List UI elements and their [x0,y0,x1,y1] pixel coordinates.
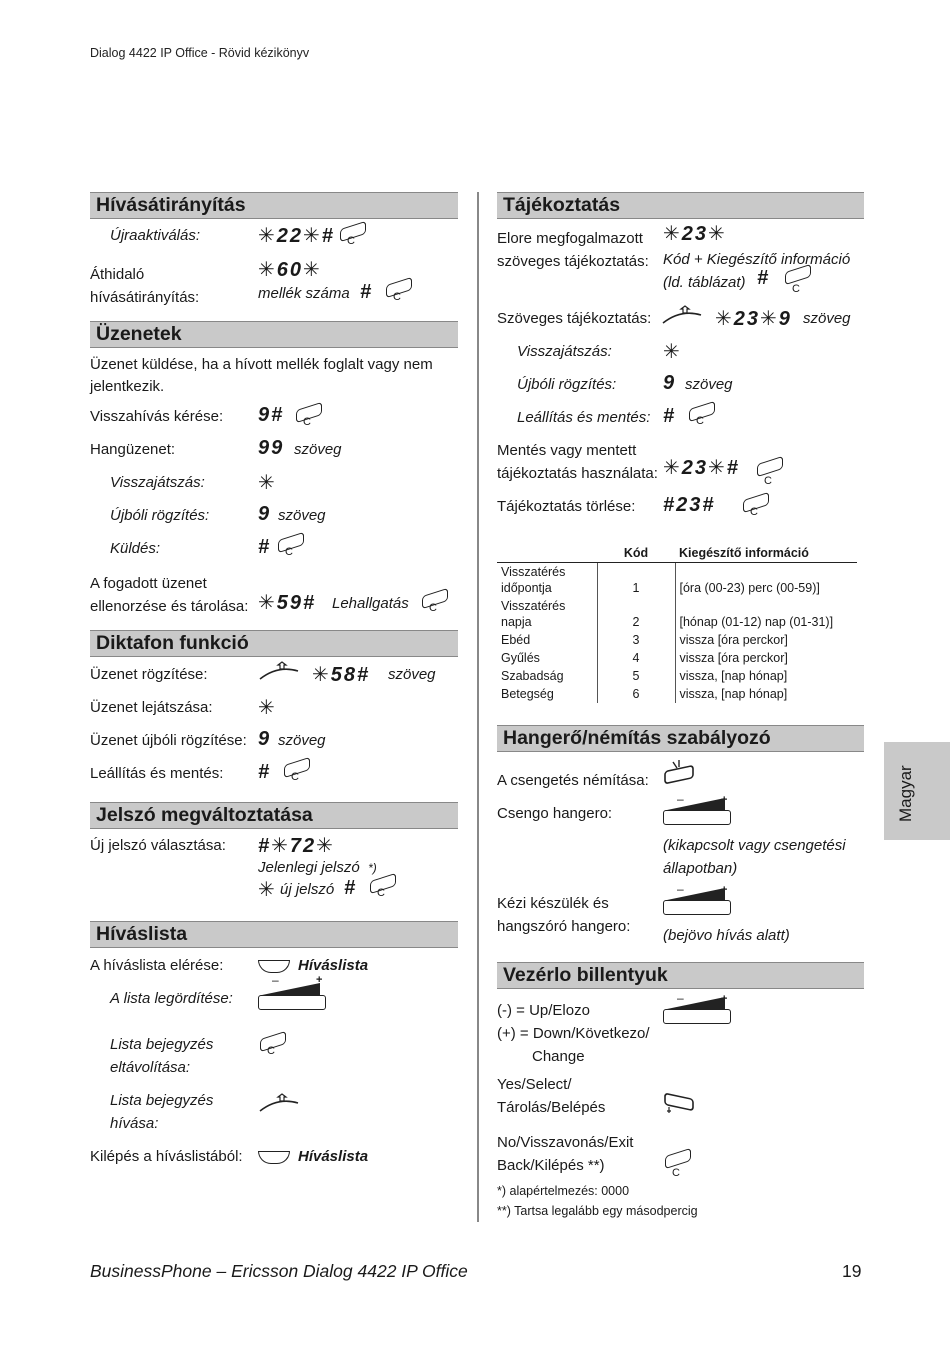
section-title-control-keys: Vezérlo billentyuk [497,962,864,989]
label-delete-info: Tájékoztatás törlése: [497,498,636,515]
label-send: Küldés: [110,540,161,557]
label-mute-ring: A csengetés némítása: [497,772,649,789]
label-access-list: A híváslista elérése: [90,957,224,974]
new-password-text: új jelszó [280,881,335,898]
handset-icon [661,305,705,327]
hash-key: # [258,536,272,558]
table-row: Ebéd 3 vissza [óra perckor] [501,633,788,647]
select-key-icon [663,1089,697,1122]
code-record: ✳58# [312,664,371,686]
label-ring-volume: Csengo hangero: [497,805,613,822]
info-code-table [497,544,857,703]
label-voice-msg: Hangüzenet: [90,441,176,458]
code-bypass: ✳60✳ [258,259,322,281]
label-scroll-list: A lista legördítése: [110,990,233,1007]
code-reactivate: ✳22✳# [258,225,335,247]
text-label: szöveg [278,732,326,749]
star-key: ✳ [663,341,682,363]
table-row: Visszatérés napja 2 [hónap (01-12) nap (01-31)] [501,599,834,629]
call-list-softkey: Híváslista [258,1148,368,1165]
label-stop-save: Leállítás és mentés: [90,765,224,782]
star-key: ✳ [258,879,277,901]
c-key-icon: C [384,279,414,301]
c-key-icon: C [755,458,785,480]
volume-bar-icon: – + [663,995,731,1025]
hash-key: # [258,761,272,783]
table-row: Betegség 6 vissza, [nap hónap] [501,687,788,701]
footnote-1: *) alapértelmezés: 0000 [497,1184,630,1198]
c-key-icon: C [258,1033,288,1055]
label-rerecord: Újbóli rögzítés: [110,507,210,524]
c-key-icon: C [276,534,306,556]
section-title-information: Tájékoztatás [497,192,864,219]
c-key-icon: C [338,223,368,245]
page-number: 19 [842,1261,862,1281]
c-key-icon: C [687,403,717,425]
label-save-info: Mentés vagy mentett tájékoztatás használata: [497,442,658,482]
messages-intro: Üzenet küldése, ha a hívott mellék foglalt vagy nem jelentkezik. [90,356,433,395]
c-key-icon: C [663,1150,693,1172]
hash-key: # [360,281,374,303]
left-column [90,192,458,1175]
star-key: ✳ [258,697,277,719]
section-title-messages: Üzenetek [90,321,458,348]
see-table-text: (ld. táblázat) [663,274,746,291]
text-label: szöveg [278,507,326,524]
page-footer: BusinessPhone – Ericsson Dialog 4422 IP Office [90,1261,468,1281]
star-key: ✳ [258,472,277,494]
table-row: Szabadság 5 vissza, [nap hónap] [501,669,788,683]
label-remove-entry: Lista bejegyzés eltávolítása: [110,1036,214,1076]
label-reactivate: Újraaktiválás: [110,227,201,244]
label-call-entry: Lista bejegyzés hívása: [110,1092,214,1132]
label-no-back: No/Visszavonás/Exit Back/Kilépés **) [497,1134,634,1174]
code-predefined: ✳23✳ [663,223,727,245]
col-kod: Kód [597,544,675,563]
c-key-icon: C [420,590,450,612]
volume-bar-icon: – + [258,981,326,1011]
softkey-icon [258,1151,290,1164]
handset-icon [258,1093,302,1115]
section-title-dictaphone: Diktafon funkció [90,630,458,657]
label-play: Üzenet lejátszása: [90,699,213,716]
label-handset-volume: Kézi készülék és hangszóró hangero: [497,895,631,935]
section-title-call-list: Híváslista [90,921,458,948]
incoming-note: (bejövo hívás alatt) [663,927,790,944]
c-key-icon: C [741,494,771,516]
softkey-icon [258,960,290,973]
c-key-icon: C [294,404,324,426]
language-tab: Magyar [884,742,950,840]
ring-note: (kikapcsolt vagy csengetési állapotban) [663,837,846,877]
hash-key: # [344,877,358,899]
nine-key: 9 [258,728,272,750]
volume-bar-icon: – + [663,886,731,916]
label-updown: (-) = Up/Elozo (+) = Down/Következo/ Change [497,1002,650,1065]
section-title-volume: Hangerő/némítás szabályozó [497,725,864,752]
handset-icon [258,661,302,683]
hash-key: # [663,405,677,427]
label-playback: Visszajátszás: [110,474,205,491]
label-record: Üzenet rögzítése: [90,666,208,683]
code-voice-msg: 99 [258,437,285,459]
running-header: Dialog 4422 IP Office - Rövid kézikönyv [90,46,310,60]
hash-key: # [757,267,771,289]
c-key-icon: C [783,266,813,288]
label-predefined: Elore megfogalmazott szöveges tájékoztatás: [497,230,649,270]
label-callback: Visszahívás kérése: [90,408,224,425]
section-title-password: Jelszó megváltoztatása [90,802,458,829]
right-column [497,192,864,1221]
nine-key: 9 [663,372,677,394]
label-playback: Visszajátszás: [517,343,612,360]
label-rerecord-msg: Üzenet újbóli rögzítése: [90,732,247,749]
table-row: Visszatérés időpontja 1 [óra (00-23) perc (00-59)] [497,563,857,598]
c-key-icon: C [368,875,398,897]
call-list-softkey: Híváslista [258,957,368,974]
label-text-info: Szöveges tájékoztatás: [497,310,652,327]
label-check-store: A fogadott üzenet ellenorzése és tárolása: [90,575,249,615]
table-row: Gyűlés 4 vissza [óra perckor] [501,651,788,665]
footnote-2: **) Tartsa legalább egy másodpercig [497,1204,698,1218]
text-label: szöveg [294,441,342,458]
label-yes-select: Yes/Select/ Tárolás/Belépés [497,1076,606,1116]
text-label: szöveg [685,376,733,393]
column-divider [477,192,479,1222]
section-title-call-forwarding: Hívásátirányítás [90,192,458,219]
label-bypass: Áthidaló hívásátirányítás: [90,266,200,306]
code-text-info: ✳23✳9 [715,308,792,330]
code-save-info: ✳23✳# [663,457,740,479]
ext-number-text: mellék száma [258,285,350,302]
current-password: Jelenlegi jelszó *) [258,859,377,876]
label-new-password: Új jelszó választása: [90,837,226,854]
label-rerecord: Újbóli rögzítés: [517,376,617,393]
code-password: #✳72✳ [258,835,335,857]
code-delete-info: #23# [663,494,716,516]
volume-bar-icon: – + [663,796,731,826]
col-kieg: Kiegészítő információ [675,544,857,563]
footnotes [497,1181,864,1221]
code-callback: 9# [258,404,285,426]
nine-key: 9 [258,503,272,525]
label-stop-save: Leállítás és mentés: [517,409,651,426]
code-check-store: ✳59# [258,592,317,614]
code-info-text: Kód + Kiegészítő információ [663,251,851,268]
label-exit-list: Kilépés a híváslistából: [90,1148,243,1165]
text-label: szöveg [803,310,851,327]
c-key-icon: C [282,759,312,781]
text-label: szöveg [388,666,436,683]
listen-text: Lehallgatás [332,595,409,612]
